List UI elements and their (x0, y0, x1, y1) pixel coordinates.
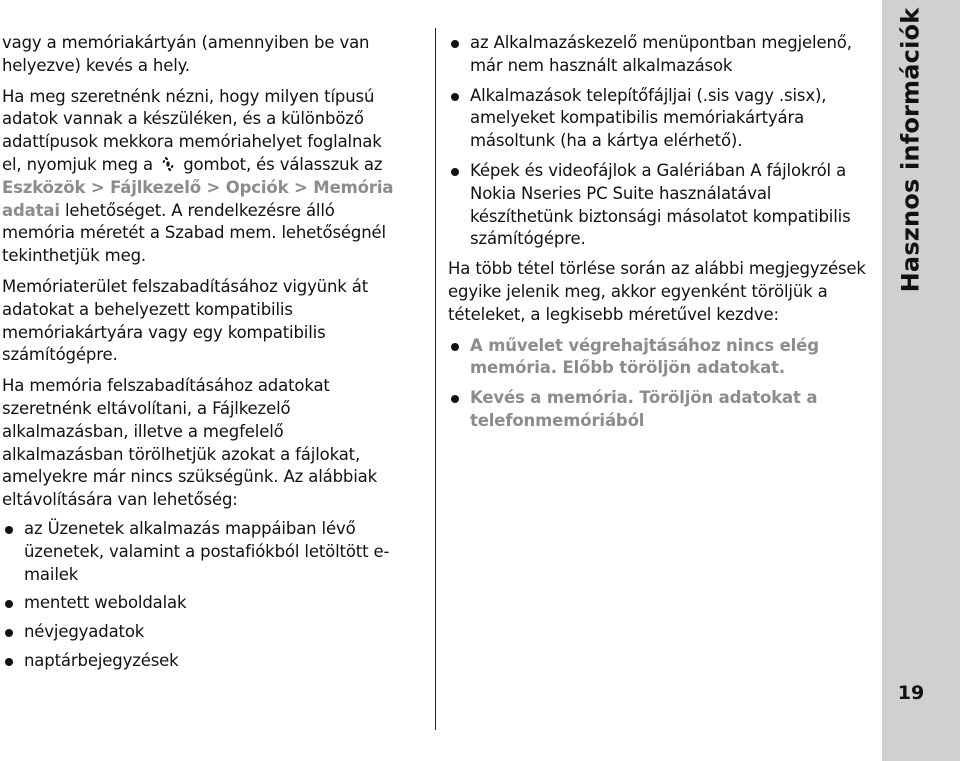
right-column (448, 32, 876, 440)
error-messages-list (448, 335, 876, 433)
column-divider (435, 28, 436, 730)
chapter-title-container (882, 0, 938, 300)
page-number: 19 (897, 682, 925, 704)
menu-path: Eszközök > Fájlkezelő > Opciók > Memória adatai (2, 177, 394, 220)
list-item: az Üzenetek alkalmazás mappáiban lévő üzenetek, valamint a postafiókból letöltött e-mailek (2, 518, 400, 586)
paragraph-memory-details-end: lehetőséget. A rendelkezésre álló memória méretét a Szabad mem. lehetőségnél tekinthetjük meg. (2, 200, 386, 266)
left-column (2, 32, 400, 679)
paragraph-memory-continued: vagy a memóriakártyán (amennyiben be van helyezve) kevés a hely. (2, 33, 370, 75)
paragraph-delete-notes: Ha több tétel törlése során az alábbi megjegyzések egyike jelenik meg, akkor egyenként töröljük a tételeket, a legkisebb méretűvel kezdve: (448, 259, 866, 324)
chapter-title: Hasznos információk (896, 7, 925, 293)
paragraph-memory-details (2, 86, 400, 268)
paragraph-memory-details-after-icon: gombot, és válasszuk az (183, 154, 383, 174)
removable-items-list-continued (448, 32, 876, 251)
paragraph-transfer-data: Memóriaterület felszabadításához vigyünk át adatokat a behelyezett kompatibilis memóriakártyára vagy egy kompatibilis számítógépre. (2, 276, 369, 365)
error-message: Kevés a memória. Töröljön adatokat a telefonmemóriából (448, 387, 876, 433)
list-item: Képek és videofájlok a Galériában A fájlokról a Nokia Nseries PC Suite használatával készíthetünk biztonsági másolatot kompatibilis számítógépre. (448, 160, 876, 251)
menu-key-icon (160, 155, 176, 173)
list-item: az Alkalmazáskezelő menüpontban megjelenő, már nem használt alkalmazások (448, 32, 876, 78)
list-item: Alkalmazások telepítőfájljai (.sis vagy .sisx), amelyeket kompatibilis memóriakártyára másoltunk (ha a kártya elérhető). (448, 85, 876, 153)
error-message: A művelet végrehajtásához nincs elég memória. Előbb töröljön adatokat. (448, 335, 876, 381)
removable-items-list (2, 518, 400, 673)
list-item: naptárbejegyzések (2, 650, 400, 673)
list-item: mentett weboldalak (2, 592, 400, 615)
list-item: névjegyadatok (2, 621, 400, 644)
paragraph-remove-data: Ha memória felszabadításához adatokat szeretnénk eltávolítani, a Fájlkezelő alkalmazásban, illetve a megfelelő alkalmazásban törölhetjük azokat a fájlokat, amelyekre már nincs szükségünk. Az alábbiak eltávolítására van lehetőség: (2, 376, 378, 510)
paragraph-memory-details-start: Ha meg szeretnénk nézni, hogy milyen típusú adatok vannak a készüléken, és a különböző adattípusok mekkora memóriahelyet foglalnak el, nyomjuk meg a (2, 86, 382, 174)
